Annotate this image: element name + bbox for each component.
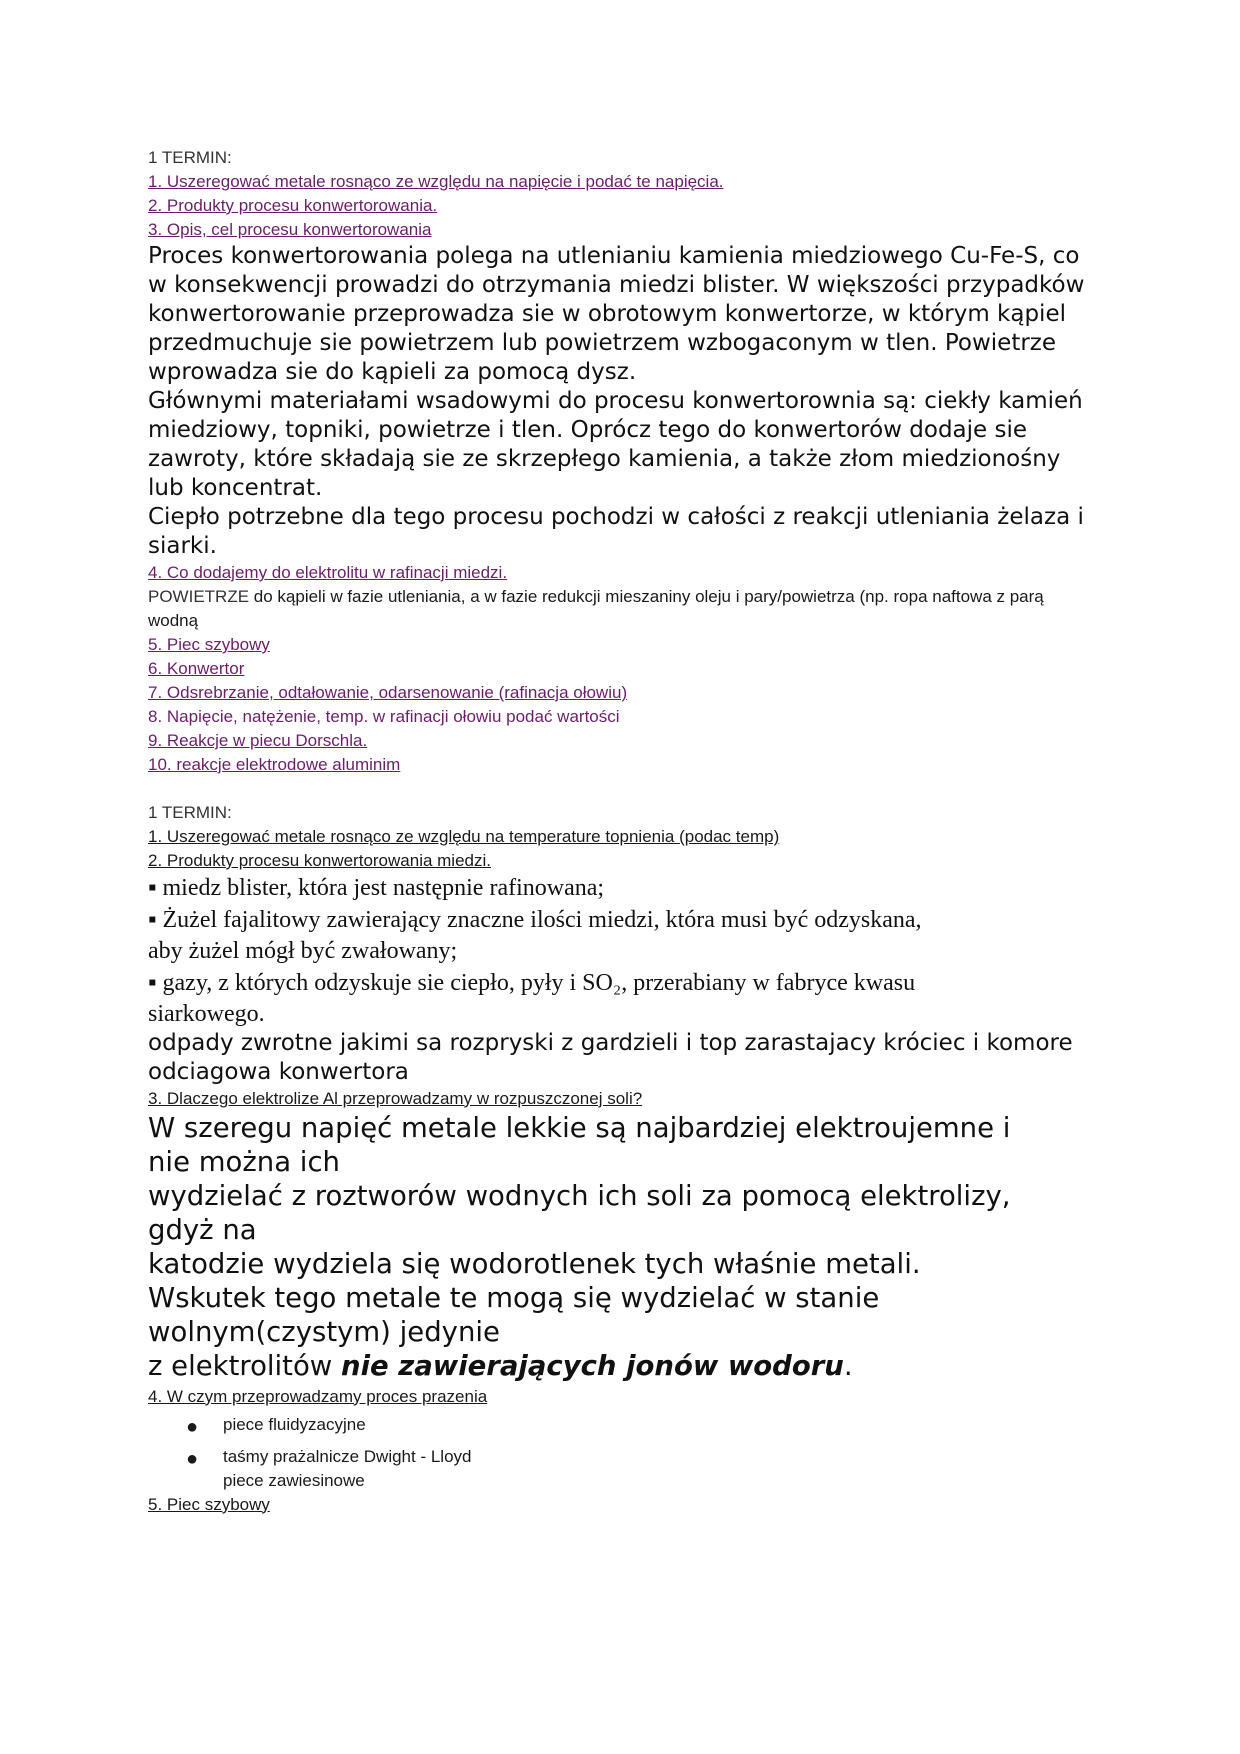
question-link[interactable]: 4. W czym przeprowadzamy proces prazenia [148,1386,488,1406]
question-link[interactable]: 5. Piec szybowy [148,635,270,654]
spacer [148,777,1088,801]
large-answer-text: . [843,1349,853,1382]
question-link[interactable]: 2. Produkty procesu konwertorowania miedzi. [148,851,491,870]
question-link[interactable]: 5. Piec szybowy [148,1494,270,1514]
question-link[interactable]: 3. Dlaczego elektrolize Al przeprowadzamy w rozpuszczonej soli? [148,1088,643,1108]
answer-text [148,585,1078,633]
product-item-cont: aby żużel mógł być zwałowany; [148,938,458,964]
product-item: ▪ gazy, z których odzyskuje sie ciepło, pyły i SO₂, przerabiany w fabryce kwasu [148,969,916,996]
bullet-icon: ● [186,1447,199,1470]
answer-paragraph: Ciepło potrzebne dla tego procesu pochodzi w całości z reakcji utleniania żelaza i [148,504,1084,530]
answer-paragraph: siarki. [148,533,217,559]
large-answer-line: nie można ich [148,1145,340,1178]
list-item [148,1469,1088,1493]
large-answer-line: W szeregu napięć metale lekkie są najbardziej elektroujemne i [148,1111,1011,1144]
large-answer-line: wolnym(czystym) jedynie [148,1315,500,1348]
list-item-label: taśmy prażalnicze Dwight - Lloyd [223,1446,472,1466]
question-text: 8. Napięcie, natężenie, temp. w rafinacji ołowiu podać wartości [148,707,620,726]
question-link[interactable]: 9. Reakcje w piecu Dorschla. [148,731,368,750]
list-item [148,1413,1088,1437]
answer-paragraph: odpady zwrotne jakimi sa rozpryski z gardzieli i top zarastajacy króciec i komore odciagowa konwertora [148,1029,1073,1085]
large-answer-line: Wskutek tego metale te mogą się wydzielać w stanie [148,1281,880,1314]
question-link[interactable]: 1. Uszeregować metale rosnąco ze względu na temperature topnienia (podac temp) [148,827,780,846]
answer-keyword: POWIETRZE [148,587,250,606]
answer-paragraph: Głównymi materiałami wsadowymi do procesu konwertorownia są: ciekły kamień miedziowy, topniki, powietrze i tlen. Oprócz tego do konwertorów dodaje sie zawroty, które składają sie ze skrzepłego kamienia, a także złom miedzionośny lub koncentrat. [148,388,1083,501]
list-item-label: piece zawiesinowe [223,1470,365,1490]
document-content [148,146,1088,1517]
question-link[interactable]: 10. reakcje elektrodowe aluminim [148,755,401,774]
question-link[interactable]: 6. Konwertor [148,659,245,678]
large-answer-line: katodzie wydziela się wodorotlenek tych właśnie metali. [148,1247,921,1280]
answer-rest: do kąpieli w fazie utleniania, a w fazie redukcji mieszaniny oleju i pary/powietrza (np. ropa naftowa z parą wodną [148,587,1044,630]
question-link[interactable]: 2. Produkty procesu konwertorowania. [148,196,438,215]
question-link[interactable]: 7. Odsrebrzanie, odtałowanie, odarsenowanie (rafinacja ołowiu) [148,683,628,702]
answer-paragraph: Proces konwertorowania polega na utlenianiu kamienia miedziowego Cu-Fe-S, co w konsekwencji prowadzi do otrzymania miedzi blister. W większości przypadków konwertorowanie przeprowadza sie w obrotowym konwertorze, w którym kąpiel przedmuchuje sie powietrzem lub powietrzem wzbogaconym w tlen. Powietrze wprowadza sie do kąpieli za pomocą dysz. [148,243,1085,385]
emphasis-text: nie zawierających jonów wodoru [341,1349,844,1382]
large-answer-text: z elektrolitów [148,1349,342,1382]
question-link[interactable]: 4. Co dodajemy do elektrolitu w rafinacji miedzi. [148,563,508,582]
list-item-label: piece fluidyzacyjne [223,1414,366,1434]
product-item: ▪ Żużel fajalitowy zawierający znaczne ilości miedzi, która musi być odzyskana, [148,906,922,933]
section-heading: 1 TERMIN: [148,803,232,822]
question-link[interactable]: 1. Uszeregować metale rosnąco ze względu na napięcie i podać te napięcia. [148,172,724,191]
large-answer-line [148,1349,1088,1383]
large-answer-line: gdyż na [148,1213,257,1246]
product-item-cont: siarkowego. [148,1001,265,1027]
question-link[interactable]: 3. Opis, cel procesu konwertorowania [148,220,432,239]
list-item [148,1445,1088,1469]
section-heading: 1 TERMIN: [148,148,232,167]
large-answer-line: wydzielać z roztworów wodnych ich soli za pomocą elektrolizy, [148,1179,1011,1212]
product-item: ▪ miedz blister, która jest następnie rafinowana; [148,875,605,901]
bullet-icon: ● [186,1415,199,1438]
